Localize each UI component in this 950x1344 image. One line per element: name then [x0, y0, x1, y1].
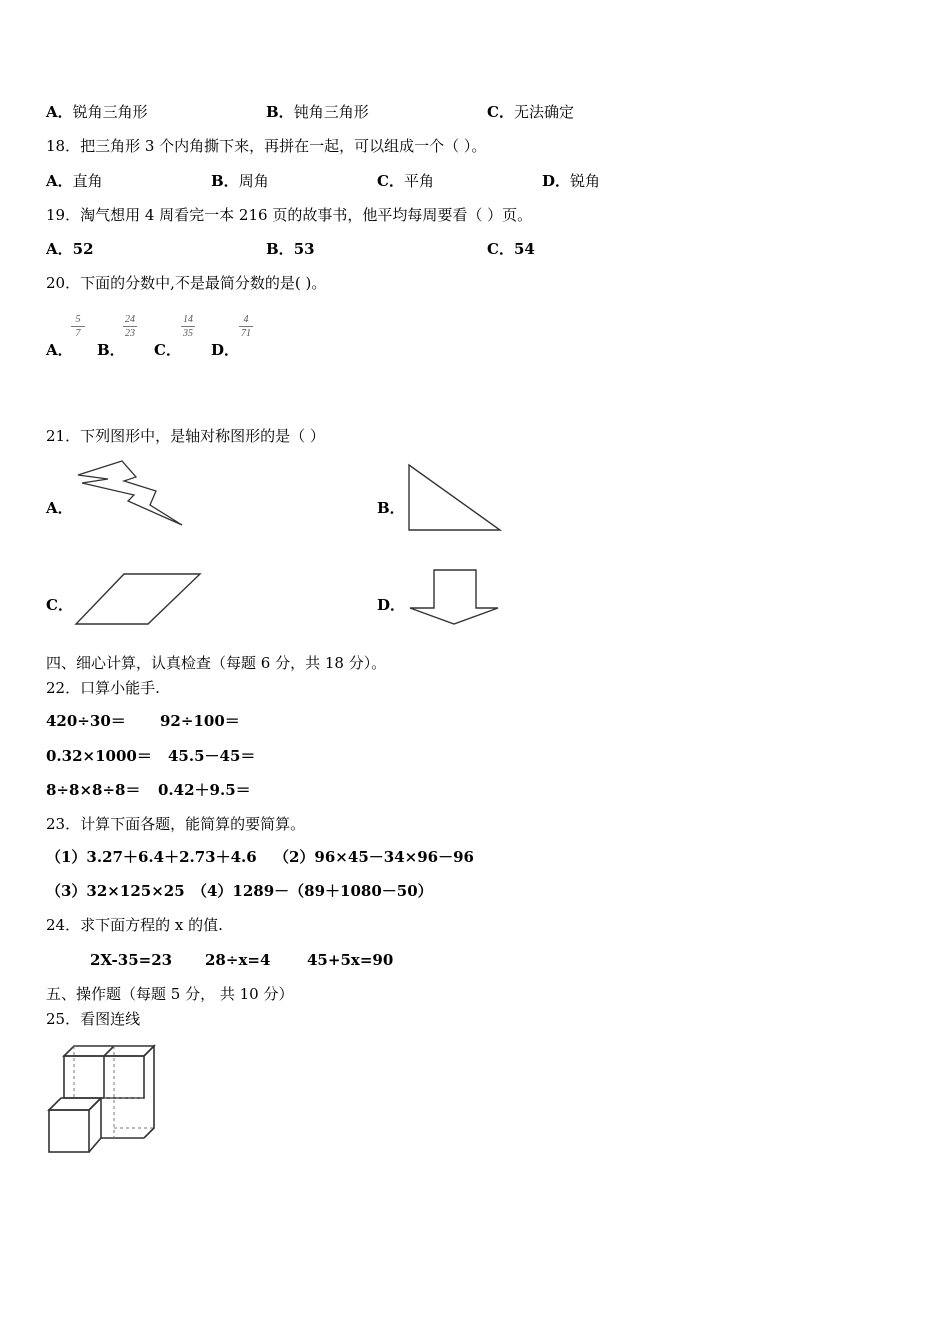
numerator: 14: [183, 314, 193, 325]
numerator: 24: [125, 314, 135, 325]
q18-stem: 18．把三角形 3 个内角撕下来，再拼在一起，可以组成一个（ ）。: [46, 137, 487, 155]
q17-option-c: [487, 102, 574, 122]
option-text: 周角: [238, 172, 269, 190]
q23-item-3: （3）32×125×25: [46, 882, 185, 900]
numerator: 4: [243, 314, 249, 325]
option-text: 钝角三角形: [293, 103, 369, 121]
option-letter: C．: [487, 240, 514, 258]
q20-option-b-fraction: [121, 314, 139, 339]
denominator: 35: [183, 328, 193, 339]
option-letter: A．: [46, 240, 73, 258]
option-text: 无法确定: [513, 103, 574, 121]
option-letter: B．: [266, 103, 294, 121]
section-5-title: 五、操作题（每题 5 分， 共 10 分）: [46, 985, 294, 1003]
q17-option-b: [266, 102, 369, 122]
q20-stem: 20．下面的分数中,不是最简分数的是( )。: [46, 274, 327, 292]
q20-option-c-letter: C．: [154, 341, 181, 359]
option-text: 直角: [72, 172, 103, 190]
option-text: 平角: [403, 172, 434, 190]
option-letter: B．: [266, 240, 294, 258]
right-triangle-figure: [404, 460, 508, 536]
q22-item-5: 8÷8×8÷8＝: [46, 781, 141, 799]
fraction-bar: [181, 326, 195, 327]
parallelogram-figure: [72, 570, 206, 630]
denominator: 7: [75, 328, 81, 339]
q18-option-c: [377, 171, 434, 191]
q24-equation-1: 2X-35=23: [90, 951, 173, 969]
q18-option-a: [46, 171, 103, 191]
q24-stem: 24．求下面方程的 x 的值.: [46, 916, 223, 934]
q22-stem: 22．口算小能手.: [46, 679, 160, 697]
q22-item-1: 420÷30＝: [46, 712, 126, 730]
q20-option-b-letter: B．: [97, 341, 125, 359]
option-text: 53: [293, 240, 315, 258]
fraction-bar: [71, 326, 85, 327]
q23-stem: 23．计算下面各题，能简算的要简算。: [46, 815, 306, 833]
q22-item-4: 45.5－45＝: [168, 747, 256, 765]
q23-item-2: （2）96×45－34×96－96: [274, 848, 474, 866]
q24-equation-2: 28÷x=4: [205, 951, 271, 969]
option-text: 锐角三角形: [72, 103, 148, 121]
q21-stem: 21．下列图形中，是轴对称图形的是（ ）: [46, 427, 325, 445]
section-4-title: 四、细心计算，认真检查（每题 6 分，共 18 分）。: [46, 654, 387, 672]
q24-equation-3: 45+5x=90: [307, 951, 394, 969]
q22-item-3: 0.32×1000＝: [46, 747, 152, 765]
option-letter: D．: [542, 172, 571, 190]
q19-stem: 19．淘气想用 4 周看完一本 216 页的故事书，他平均每周要看（ ）页。: [46, 206, 533, 224]
option-text: 54: [513, 240, 535, 258]
q17-option-a: [46, 102, 148, 122]
q20-option-c-fraction: [179, 314, 197, 339]
q20-option-a-fraction: [69, 314, 87, 339]
q25-stem: 25．看图连线: [46, 1010, 141, 1028]
option-letter: A．: [46, 103, 73, 121]
option-letter: B．: [211, 172, 239, 190]
down-arrow-figure: [404, 566, 504, 628]
q18-option-d: [542, 171, 600, 191]
q22-item-2: 92÷100＝: [160, 712, 240, 730]
lightning-shape-figure: [70, 455, 190, 531]
q22-item-6: 0.42＋9.5＝: [158, 781, 251, 799]
stacked-cubes-figure: [44, 1040, 160, 1160]
q19-option-b: [266, 239, 315, 259]
q19-option-a: [46, 239, 94, 259]
q20-option-d-fraction: [237, 314, 255, 339]
q21-option-d-letter: D．: [377, 596, 406, 614]
option-letter: C．: [377, 172, 404, 190]
q20-option-a-letter: A．: [46, 341, 73, 359]
q21-option-b-letter: B．: [377, 499, 405, 517]
fraction-bar: [239, 326, 253, 327]
q18-option-b: [211, 171, 269, 191]
q21-option-c-letter: C．: [46, 596, 73, 614]
denominator: 23: [125, 328, 135, 339]
option-letter: A．: [46, 172, 73, 190]
option-letter: C．: [487, 103, 514, 121]
q21-option-a-letter: A．: [46, 499, 73, 517]
numerator: 5: [75, 314, 81, 325]
q23-item-1: （1）3.27＋6.4＋2.73＋4.6: [46, 848, 257, 866]
q23-item-4: （4）1289－（89＋1080－50）: [192, 882, 433, 900]
q20-option-d-letter: D．: [211, 341, 240, 359]
option-text: 锐角: [570, 172, 601, 190]
fraction-bar: [123, 326, 137, 327]
denominator: 71: [241, 328, 251, 339]
option-text: 52: [72, 240, 94, 258]
q19-option-c: [487, 239, 535, 259]
